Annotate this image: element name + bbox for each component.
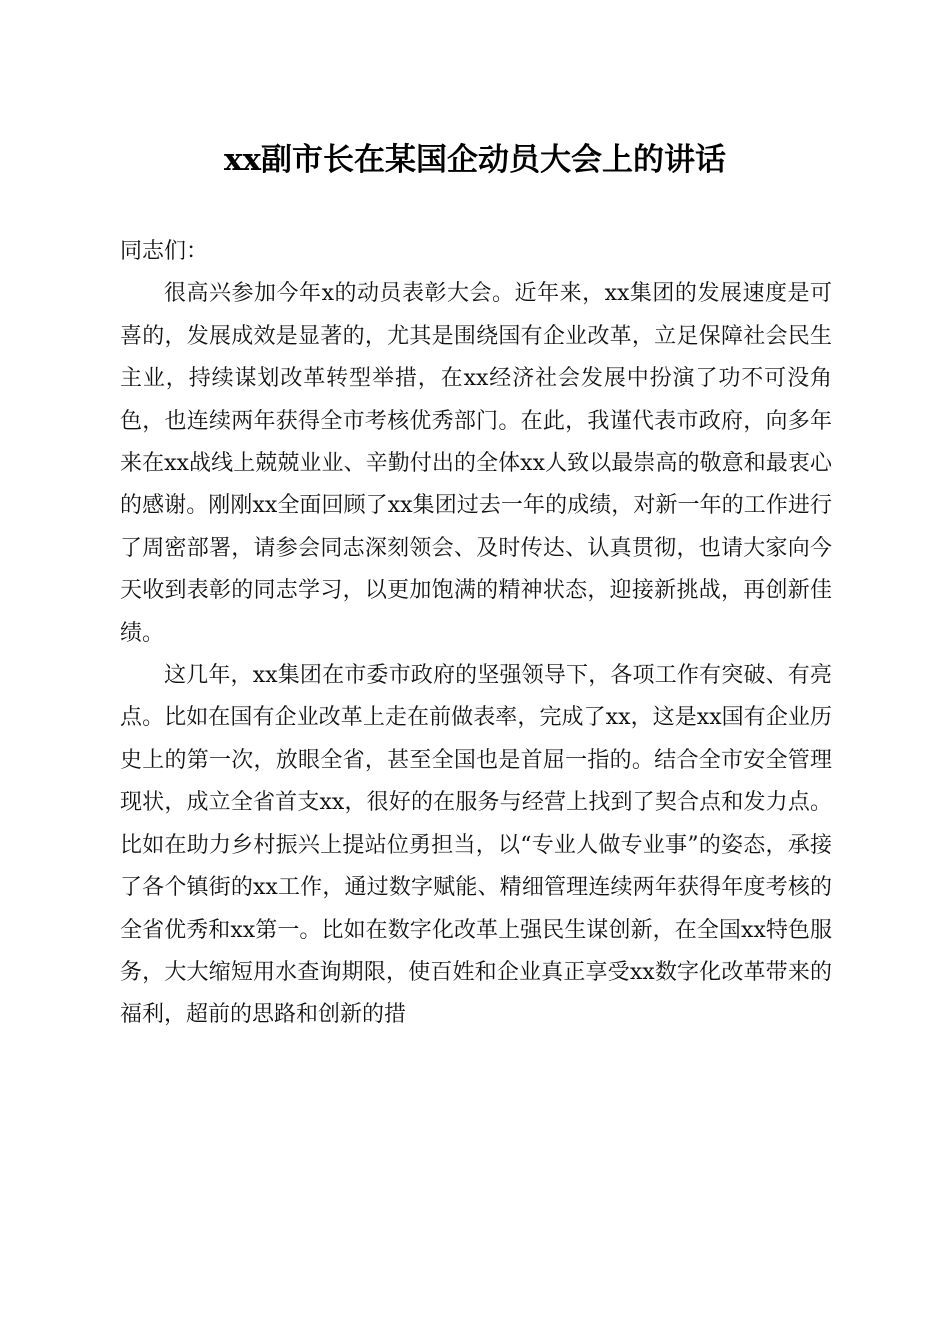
document-title: xx副市长在某国企动员大会上的讲话 [224, 142, 726, 178]
document-body [120, 231, 832, 1037]
paragraph-2: 这几年，xx集团在市委市政府的坚强领导下，各项工作有突破、有亮点。比如在国有企业改革上走在前做表率，完成了xx，这是xx国有企业历史上的第一次，放眼全省，甚至全国也是首屈一指的。结合全市安全管理现状，成立全省首支xx，很好的在服务与经营上找到了契合点和发力点。比如在助力乡村振兴上提站位勇担当，以“专业人做专业事”的姿态，承接了各个镇街的xx工作，通过数字赋能、精细管理连续两年获得年度考核的全省优秀和xx第一。比如在数字化改革上强民生谋创新，在全国xx特色服务，大大缩短用水查询期限，使百姓和企业真正享受xx数字化改革带来的福利，超前的思路和创新的措 [120, 663, 832, 1028]
paragraph-1: 很高兴参加今年x的动员表彰大会。近年来，xx集团的发展速度是可喜的，发展成效是显著的，尤其是围绕国有企业改革，立足保障社会民生主业，持续谋划改革转型举措，在xx经济社会发展中扮演了功不可没角色，也连续两年获得全市考核优秀部门。在此，我谨代表市政府，向多年来在xx战线上兢兢业业、辛勤付出的全体xx人致以最崇高的敬意和最衷心的感谢。刚刚xx全面回顾了xx集团过去一年的成绩，对新一年的工作进行了周密部署，请参会同志深刻领会、及时传达、认真贯彻，也请大家向今天收到表彰的同志学习，以更加饱满的精神状态，迎接新挑战，再创新佳绩。 [120, 281, 832, 646]
salutation: 同志们： [120, 239, 209, 264]
